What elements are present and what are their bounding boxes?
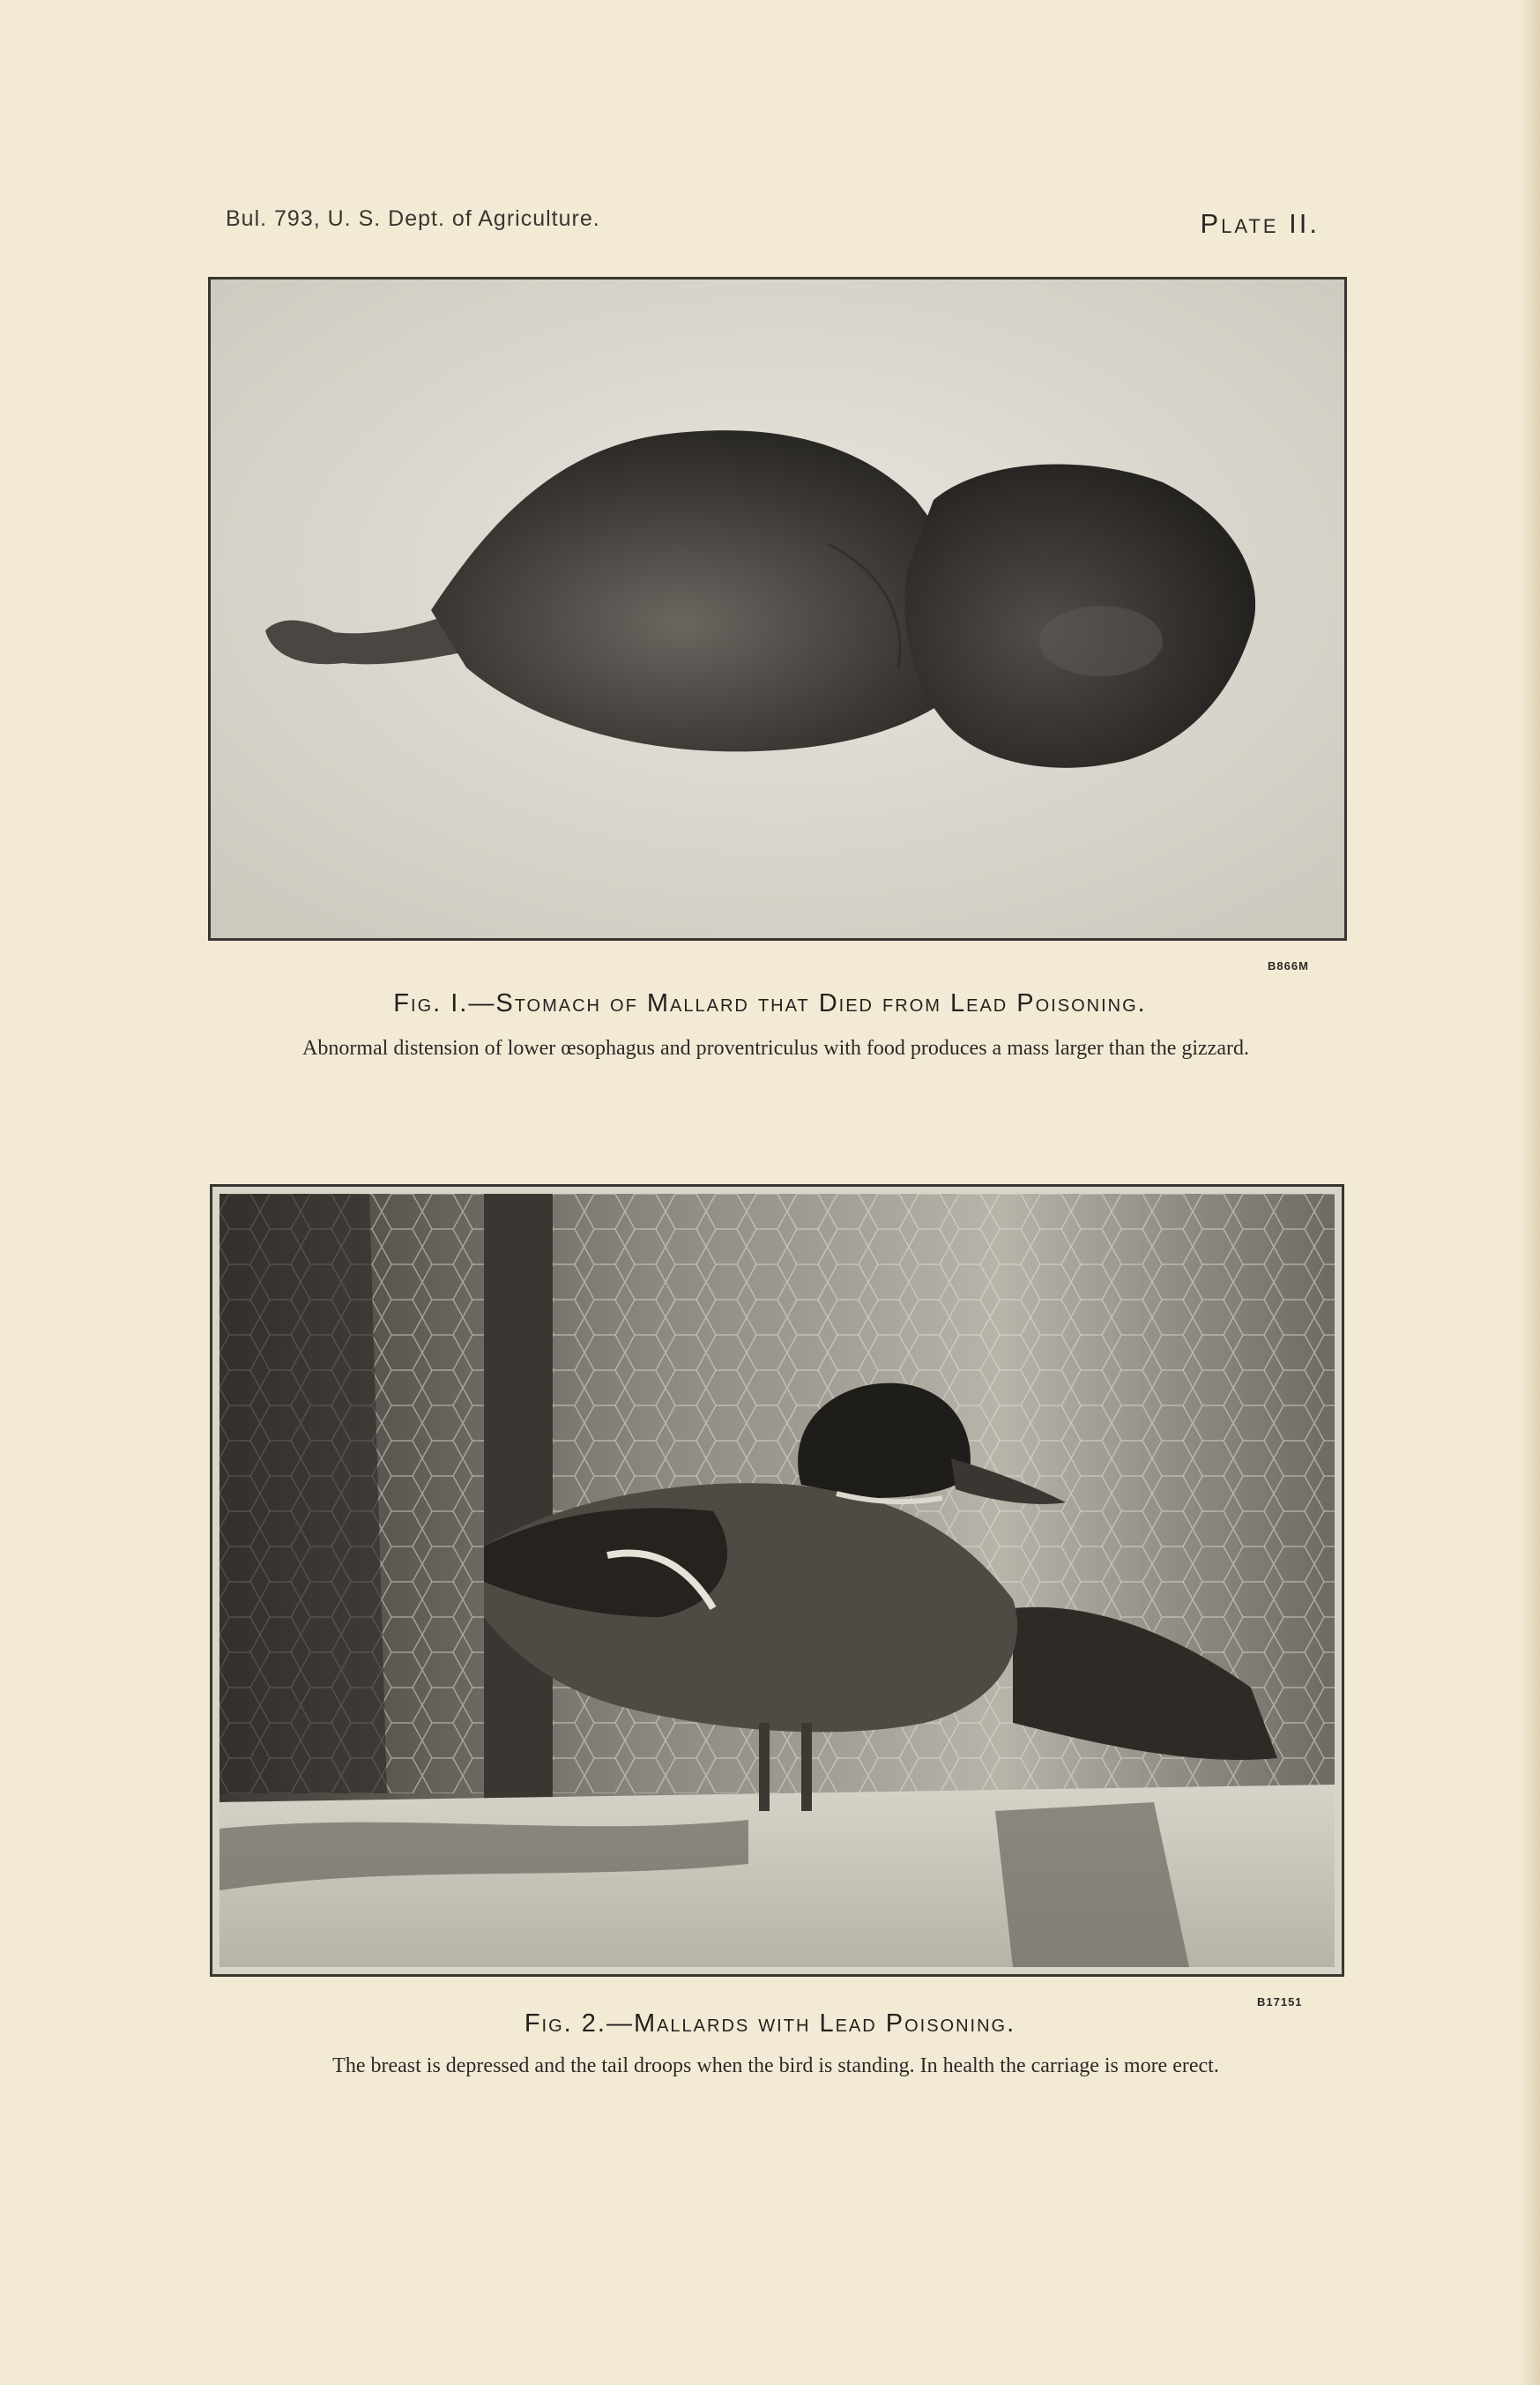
figure-1-photograph: [208, 277, 1347, 941]
plate-number: Plate II.: [1200, 208, 1320, 239]
figure-2-photograph: [210, 1184, 1344, 1977]
bulletin-header: Bul. 793, U. S. Dept. of Agriculture.: [226, 206, 600, 231]
figure-1-catalog-number: B866M: [1268, 959, 1309, 973]
mallard-photo: [219, 1194, 1335, 1967]
figure-1-title: Fig. I.—Stomach of Mallard that Died from Lead Poisoning.: [393, 989, 1147, 1017]
figure-2-catalog-number: B17151: [1257, 1995, 1303, 2009]
figure-2-caption: The breast is depressed and the tail droops when the bird is standing. In health the carriage is more erect.: [332, 2054, 1219, 2077]
figure-1-caption: Abnormal distension of lower œsophagus and proventriculus with food produces a mass larger than the gizzard.: [302, 1037, 1249, 1060]
stomach-photo: [211, 279, 1344, 938]
figure-2-title: Fig. 2.—Mallards with Lead Poisoning.: [524, 2009, 1016, 2038]
